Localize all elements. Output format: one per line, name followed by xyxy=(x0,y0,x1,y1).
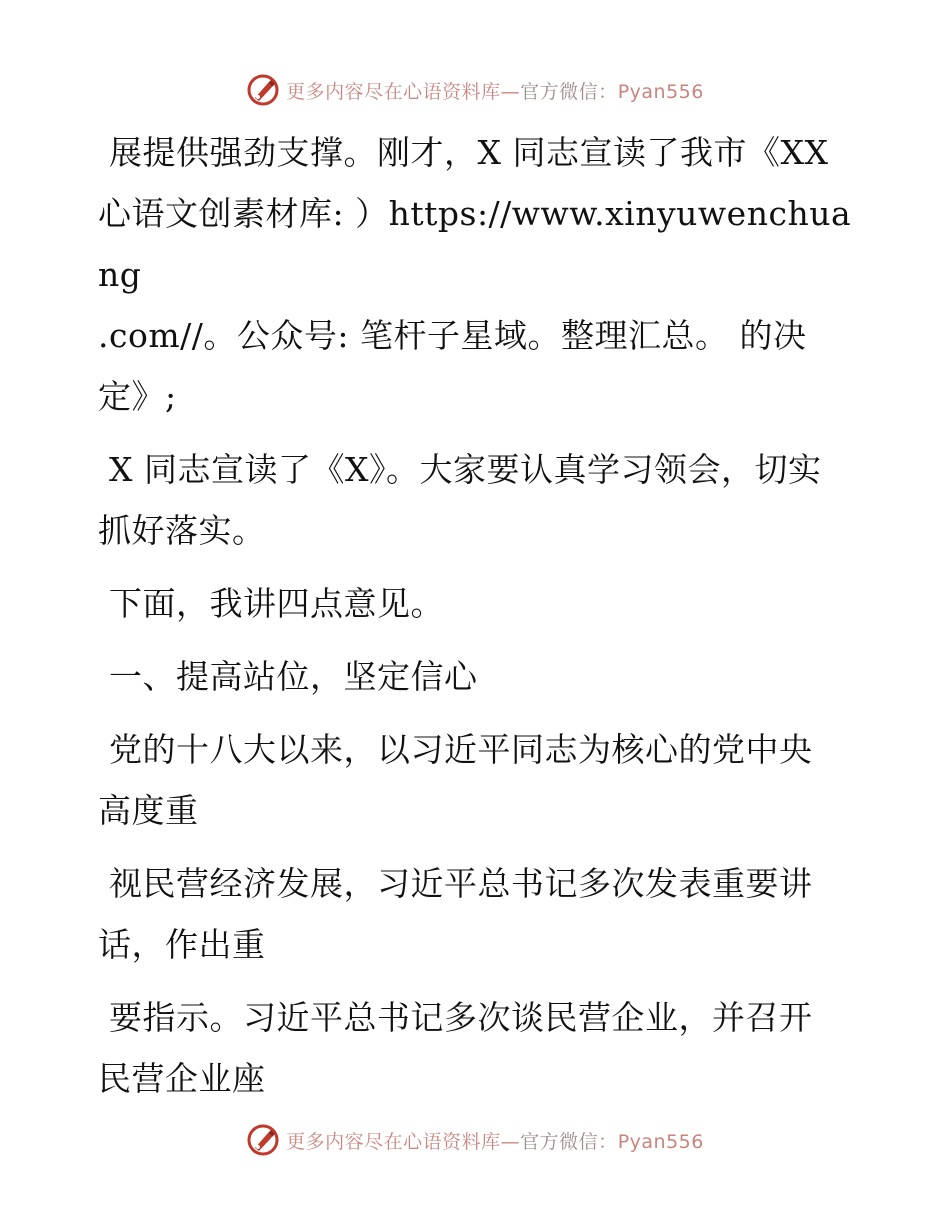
watermark-wechat-label: 官方微信： xyxy=(520,1130,618,1153)
watermark-brand: 更多内容尽在心语资料库 xyxy=(286,80,501,103)
section-heading: 一、提高站位，坚定信心 xyxy=(98,657,478,696)
footer-watermark xyxy=(0,1120,950,1160)
document-body xyxy=(98,122,858,1121)
watermark-text xyxy=(286,77,704,104)
pen-logo-icon xyxy=(246,1123,280,1157)
paragraph: X 同志宣读了《X》。大家要认真学习领会，切实 抓好落实。 xyxy=(98,450,822,550)
paragraph: 展提供强劲支撑。刚才，X 同志宣读了我市《XX 心语文创素材库: ）https://www.xinyuwenchuang .com//。公众号: 笔杆子星域。整理汇总。 的决 定》; xyxy=(98,133,852,416)
paragraph: 下面，我讲四点意见。 xyxy=(98,584,444,623)
watermark-text xyxy=(286,1127,704,1154)
watermark-separator: — xyxy=(500,80,521,103)
pen-logo-icon xyxy=(246,73,280,107)
watermark-wechat-id: Pyan556 xyxy=(617,80,704,103)
watermark-wechat-id: Pyan556 xyxy=(617,1130,704,1153)
watermark-separator: — xyxy=(500,1130,521,1153)
paragraph: 视民营经济发展，习近平总书记多次发表重要讲 话，作出重 xyxy=(98,864,813,964)
header-watermark xyxy=(0,70,950,110)
paragraph: 要指示。习近平总书记多次谈民营企业，并召开 民营企业座 xyxy=(98,998,813,1098)
paragraph: 党的十八大以来，以习近平同志为核心的党中央 高度重 xyxy=(98,730,813,830)
watermark-brand: 更多内容尽在心语资料库 xyxy=(286,1130,501,1153)
watermark-wechat-label: 官方微信： xyxy=(520,80,618,103)
